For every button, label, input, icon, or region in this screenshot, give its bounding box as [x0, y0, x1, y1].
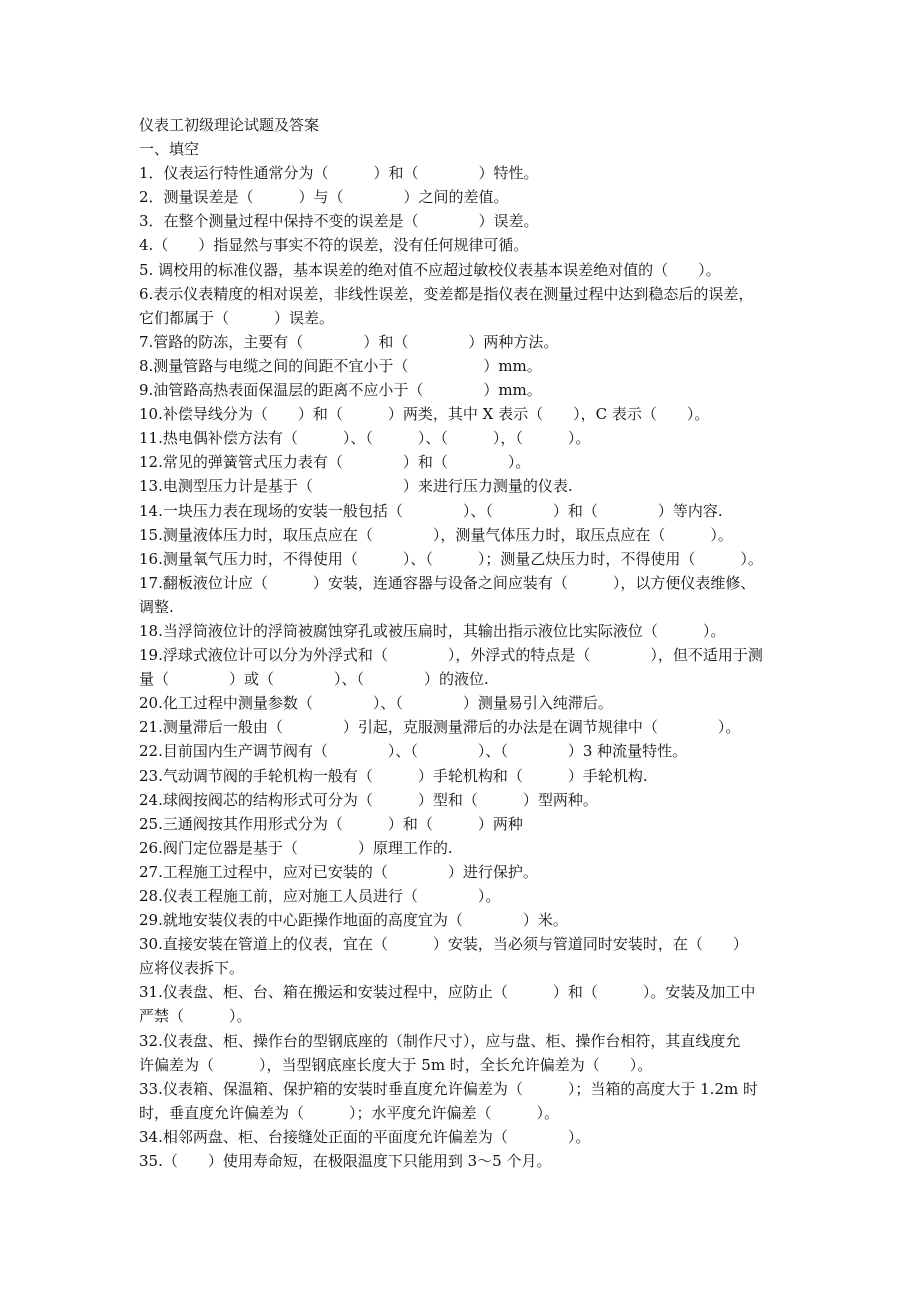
question-line: 16.测量氧气压力时，不得使用（ ）、（ ）；测量乙炔压力时，不得使用（ ）。: [139, 549, 763, 568]
question-line: 29.就地安装仪表的中心距操作地面的高度宜为（ ）米。: [139, 911, 568, 930]
question-line: 4.（ ）指显然与事实不符的误差，没有任何规律可循。: [139, 236, 529, 255]
question-line: 时，垂直度允许偏差为（ ）；水平度允许偏差（ ）。: [139, 1103, 560, 1122]
question-line: 27.工程施工过程中，应对已安装的（ ）进行保护。: [139, 862, 538, 881]
question-line: 10.补偿导线分为（ ）和（ ）两类，其中 X 表示（ ），C 表示（ ）。: [139, 405, 710, 424]
document-body: [139, 113, 789, 1173]
question-line: 量（ ）或（ ）、（ ）的液位.: [139, 670, 489, 689]
question-line: 23.气动调节阀的手轮机构一般有（ ）手轮机构和（ ）手轮机构.: [139, 766, 648, 785]
question-line: 7.管路的防冻，主要有（ ）和（ ）两种方法。: [139, 332, 559, 351]
question-line: 严禁（ ）。: [139, 1007, 252, 1026]
question-line: 3．在整个测量过程中保持不变的误差是（ ）误差。: [139, 212, 539, 231]
question-line: 12.常见的弹簧管式压力表有（ ）和（ ）。: [139, 453, 531, 472]
question-line: 24.球阀按阀芯的结构形式可分为（ ）型和（ ）型两种。: [139, 790, 598, 809]
question-line: 30.直接安装在管道上的仪表，宜在（ ）安装，当必须与管道同时安装时，在（ ）: [139, 935, 748, 954]
question-line: 6.表示仪表精度的相对误差，非线性误差，变差都是指仪表在测量过程中达到稳态后的误差，: [139, 284, 754, 303]
question-line: 14.一块压力表在现场的安装一般包括（ ）、（ ）和（ ）等内容.: [139, 501, 723, 520]
question-line: 许偏差为（ ），当型钢底座长度大于 5m 时，全长允许偏差为（ ）。: [139, 1055, 653, 1074]
question-line: 35.（ ）使用寿命短，在极限温度下只能用到 3～5 个月。: [139, 1152, 552, 1171]
question-line: 25.三通阀按其作用形式分为（ ）和（ ）两种: [139, 814, 523, 833]
question-line: 34.相邻两盘、柜、台接缝处正面的平面度允许偏差为（ ）。: [139, 1127, 591, 1146]
document-title: 仪表工初级理论试题及答案: [139, 116, 320, 134]
question-line: 20.化工过程中测量参数（ ）、（ ）测量易引入纯滞后。: [139, 694, 613, 713]
question-line: 32.仪表盘、柜、操作台的型钢底座的（制作尺寸），应与盘、柜、操作台相符，其直线度允: [139, 1031, 741, 1050]
question-line: 17.翻板液位计应（ ）安装，连通容器与设备之间应装有（ ），以方便仪表维修、: [139, 573, 756, 592]
question-line: 19.浮球式液位计可以分为外浮式和（ ），外浮式的特点是（ ），但不适用于测: [139, 646, 763, 665]
question-line: 21.测量滞后一般由（ ）引起，克服测量滞后的办法是在调节规律中（ ）。: [139, 718, 741, 737]
question-line: 8.测量管路与电缆之间的间距不宜小于（ ）mm。: [139, 356, 542, 375]
question-line: 31.仪表盘、柜、台、箱在搬运和安装过程中，应防止（ ）和（ ）。安装及加工中: [139, 983, 756, 1002]
question-line: 1．仪表运行特性通常分为（ ）和（ ）特性。: [139, 164, 539, 183]
question-line: 26.阀门定位器是基于（ ）原理工作的.: [139, 838, 453, 857]
question-line: 它们都属于（ ）误差。: [139, 308, 335, 327]
question-line: 调整.: [139, 597, 174, 616]
question-line: 应将仪表拆下。: [139, 959, 245, 978]
question-line: 22.目前国内生产调节阀有（ ）、（ ）、（ ）3 种流量特性。: [139, 742, 688, 761]
question-line: 9.油管路高热表面保温层的距离不应小于（ ）mm。: [139, 381, 542, 400]
question-line: 11.热电偶补偿方法有（ ）、（ ）、（ ），（ ）。: [139, 429, 591, 448]
question-line: 33.仪表箱、保温箱、保护箱的安装时垂直度允许偏差为（ ）；当箱的高度大于 1.2m 时: [139, 1079, 758, 1098]
question-line: 13.电测型压力计是基于（ ）来进行压力测量的仪表.: [139, 477, 573, 496]
question-line: 15.测量液体压力时，取压点应在（ ），测量气体压力时，取压点应在（ ）。: [139, 525, 733, 544]
question-line: 28.仪表工程施工前，应对施工人员进行（ ）。: [139, 887, 501, 905]
question-line: 5. 调校用的标准仪器，基本误差的绝对值不应超过敏校仪表基本误差绝对值的（ ）。: [139, 260, 721, 279]
question-line: 18.当浮筒液位计的浮筒被腐蚀穿孔或被压扁时，其输出指示液位比实际液位（ ）。: [139, 621, 726, 640]
section-heading: 一、填空: [139, 140, 200, 159]
question-line: 2．测量误差是（ ）与（ ）之间的差值。: [139, 188, 509, 207]
